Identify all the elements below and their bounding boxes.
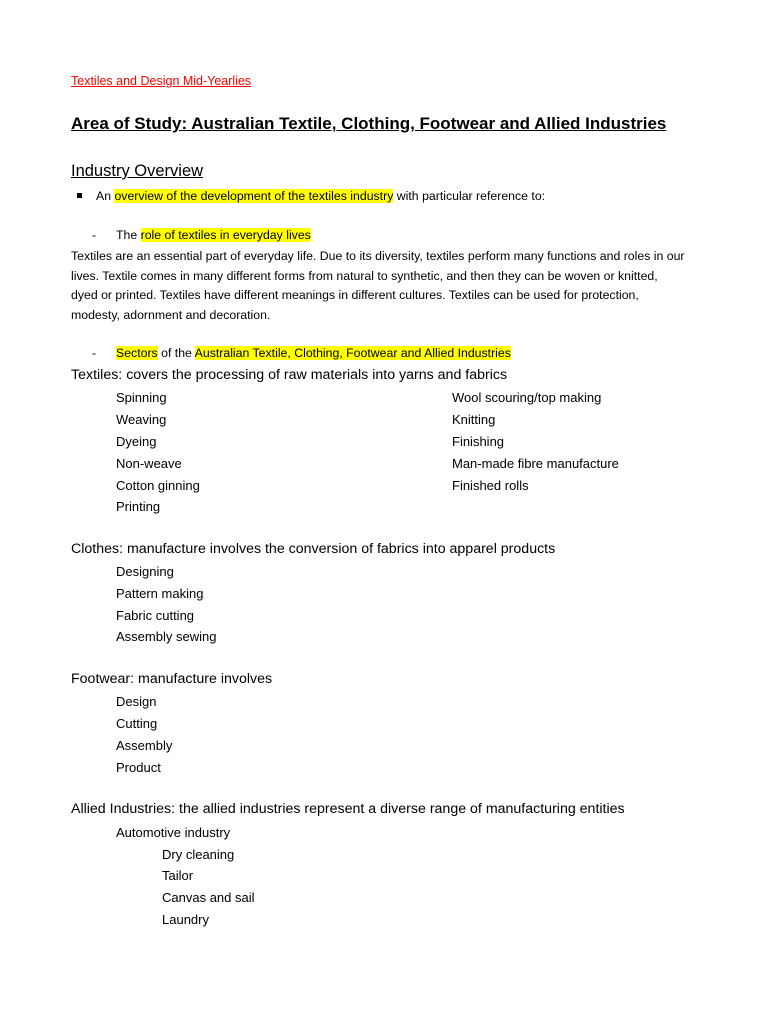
allied-sub-item: Laundry	[162, 912, 209, 927]
clothes-item: Fabric cutting	[116, 608, 195, 623]
textiles-right-item: Knitting	[452, 412, 496, 427]
footwear-item: Assembly	[116, 738, 173, 753]
paragraph-line: Textiles are an essential part of everyday life. Due to its diversity, textiles perform many functions and roles in our	[71, 249, 685, 263]
textiles-right-item: Finishing	[452, 434, 505, 449]
paragraph-line: lives. Textile comes in many different forms from natural to synthetic, and then they can be woven or knitted,	[71, 268, 658, 283]
allied-sub-item: Canvas and sail	[162, 890, 255, 905]
square-bullet-icon	[77, 193, 82, 198]
sectors-middle: of the	[161, 346, 192, 360]
clothes-heading: Clothes: manufacture involves the conversion of fabrics into apparel products	[71, 541, 556, 557]
footwear-heading: Footwear: manufacture involves	[71, 671, 273, 687]
allied-heading: Allied Industries: the allied industries represent a diverse range of manufacturing entities	[71, 801, 625, 817]
textiles-left-item: Spinning	[116, 390, 167, 405]
role-paragraph	[71, 247, 701, 326]
allied-sub-item: Tailor	[162, 868, 194, 883]
textiles-left-item: Non-weave	[116, 456, 182, 471]
clothes-item: Assembly sewing	[116, 629, 217, 644]
clothes-item: Designing	[116, 564, 174, 579]
textiles-left-item: Cotton ginning	[116, 478, 200, 493]
footwear-item: Cutting	[116, 716, 158, 731]
dash-marker: -	[92, 228, 97, 242]
textiles-left-item: Printing	[116, 499, 161, 514]
document-title-link[interactable]: Textiles and Design Mid-Yearlies	[71, 74, 252, 88]
industries-highlight: Australian Textile, Clothing, Footwear and Allied Industries	[194, 346, 511, 360]
bullet-highlight: overview of the development of the textiles industry	[114, 189, 394, 203]
clothes-item: Pattern making	[116, 586, 204, 601]
industry-overview-heading: Industry Overview	[71, 162, 204, 180]
bullet-prefix: An	[96, 189, 112, 203]
textiles-right-item: Finished rolls	[452, 478, 529, 493]
textiles-right-item: Man-made fibre manufacture	[452, 456, 619, 471]
allied-item: Automotive industry	[116, 825, 231, 840]
role-prefix: The	[116, 228, 138, 242]
paragraph-line: dyed or printed. Textiles have different meanings in different cultures. Textiles can be used for protection,	[71, 288, 639, 303]
paragraph-line: modesty, adornment and decoration.	[71, 308, 271, 323]
overview-bullet	[77, 189, 545, 203]
sectors-highlight: Sectors	[116, 346, 158, 360]
bullet-suffix: with particular reference to:	[396, 189, 546, 203]
textiles-left-item: Dyeing	[116, 434, 157, 449]
sectors-item	[92, 346, 511, 360]
footwear-item: Design	[116, 694, 157, 709]
role-highlight: role of textiles in everyday lives	[140, 228, 311, 242]
role-of-textiles-item	[92, 228, 311, 242]
textiles-heading: Textiles: covers the processing of raw materials into yarns and fabrics	[71, 367, 508, 383]
area-of-study-heading: Area of Study: Australian Textile, Clothing, Footwear and Allied Industries	[71, 114, 667, 133]
footwear-item: Product	[116, 760, 161, 775]
dash-marker: -	[92, 346, 97, 360]
textiles-right-item: Wool scouring/top making	[452, 390, 602, 405]
allied-sub-item: Dry cleaning	[162, 847, 235, 862]
textiles-left-item: Weaving	[116, 412, 167, 427]
